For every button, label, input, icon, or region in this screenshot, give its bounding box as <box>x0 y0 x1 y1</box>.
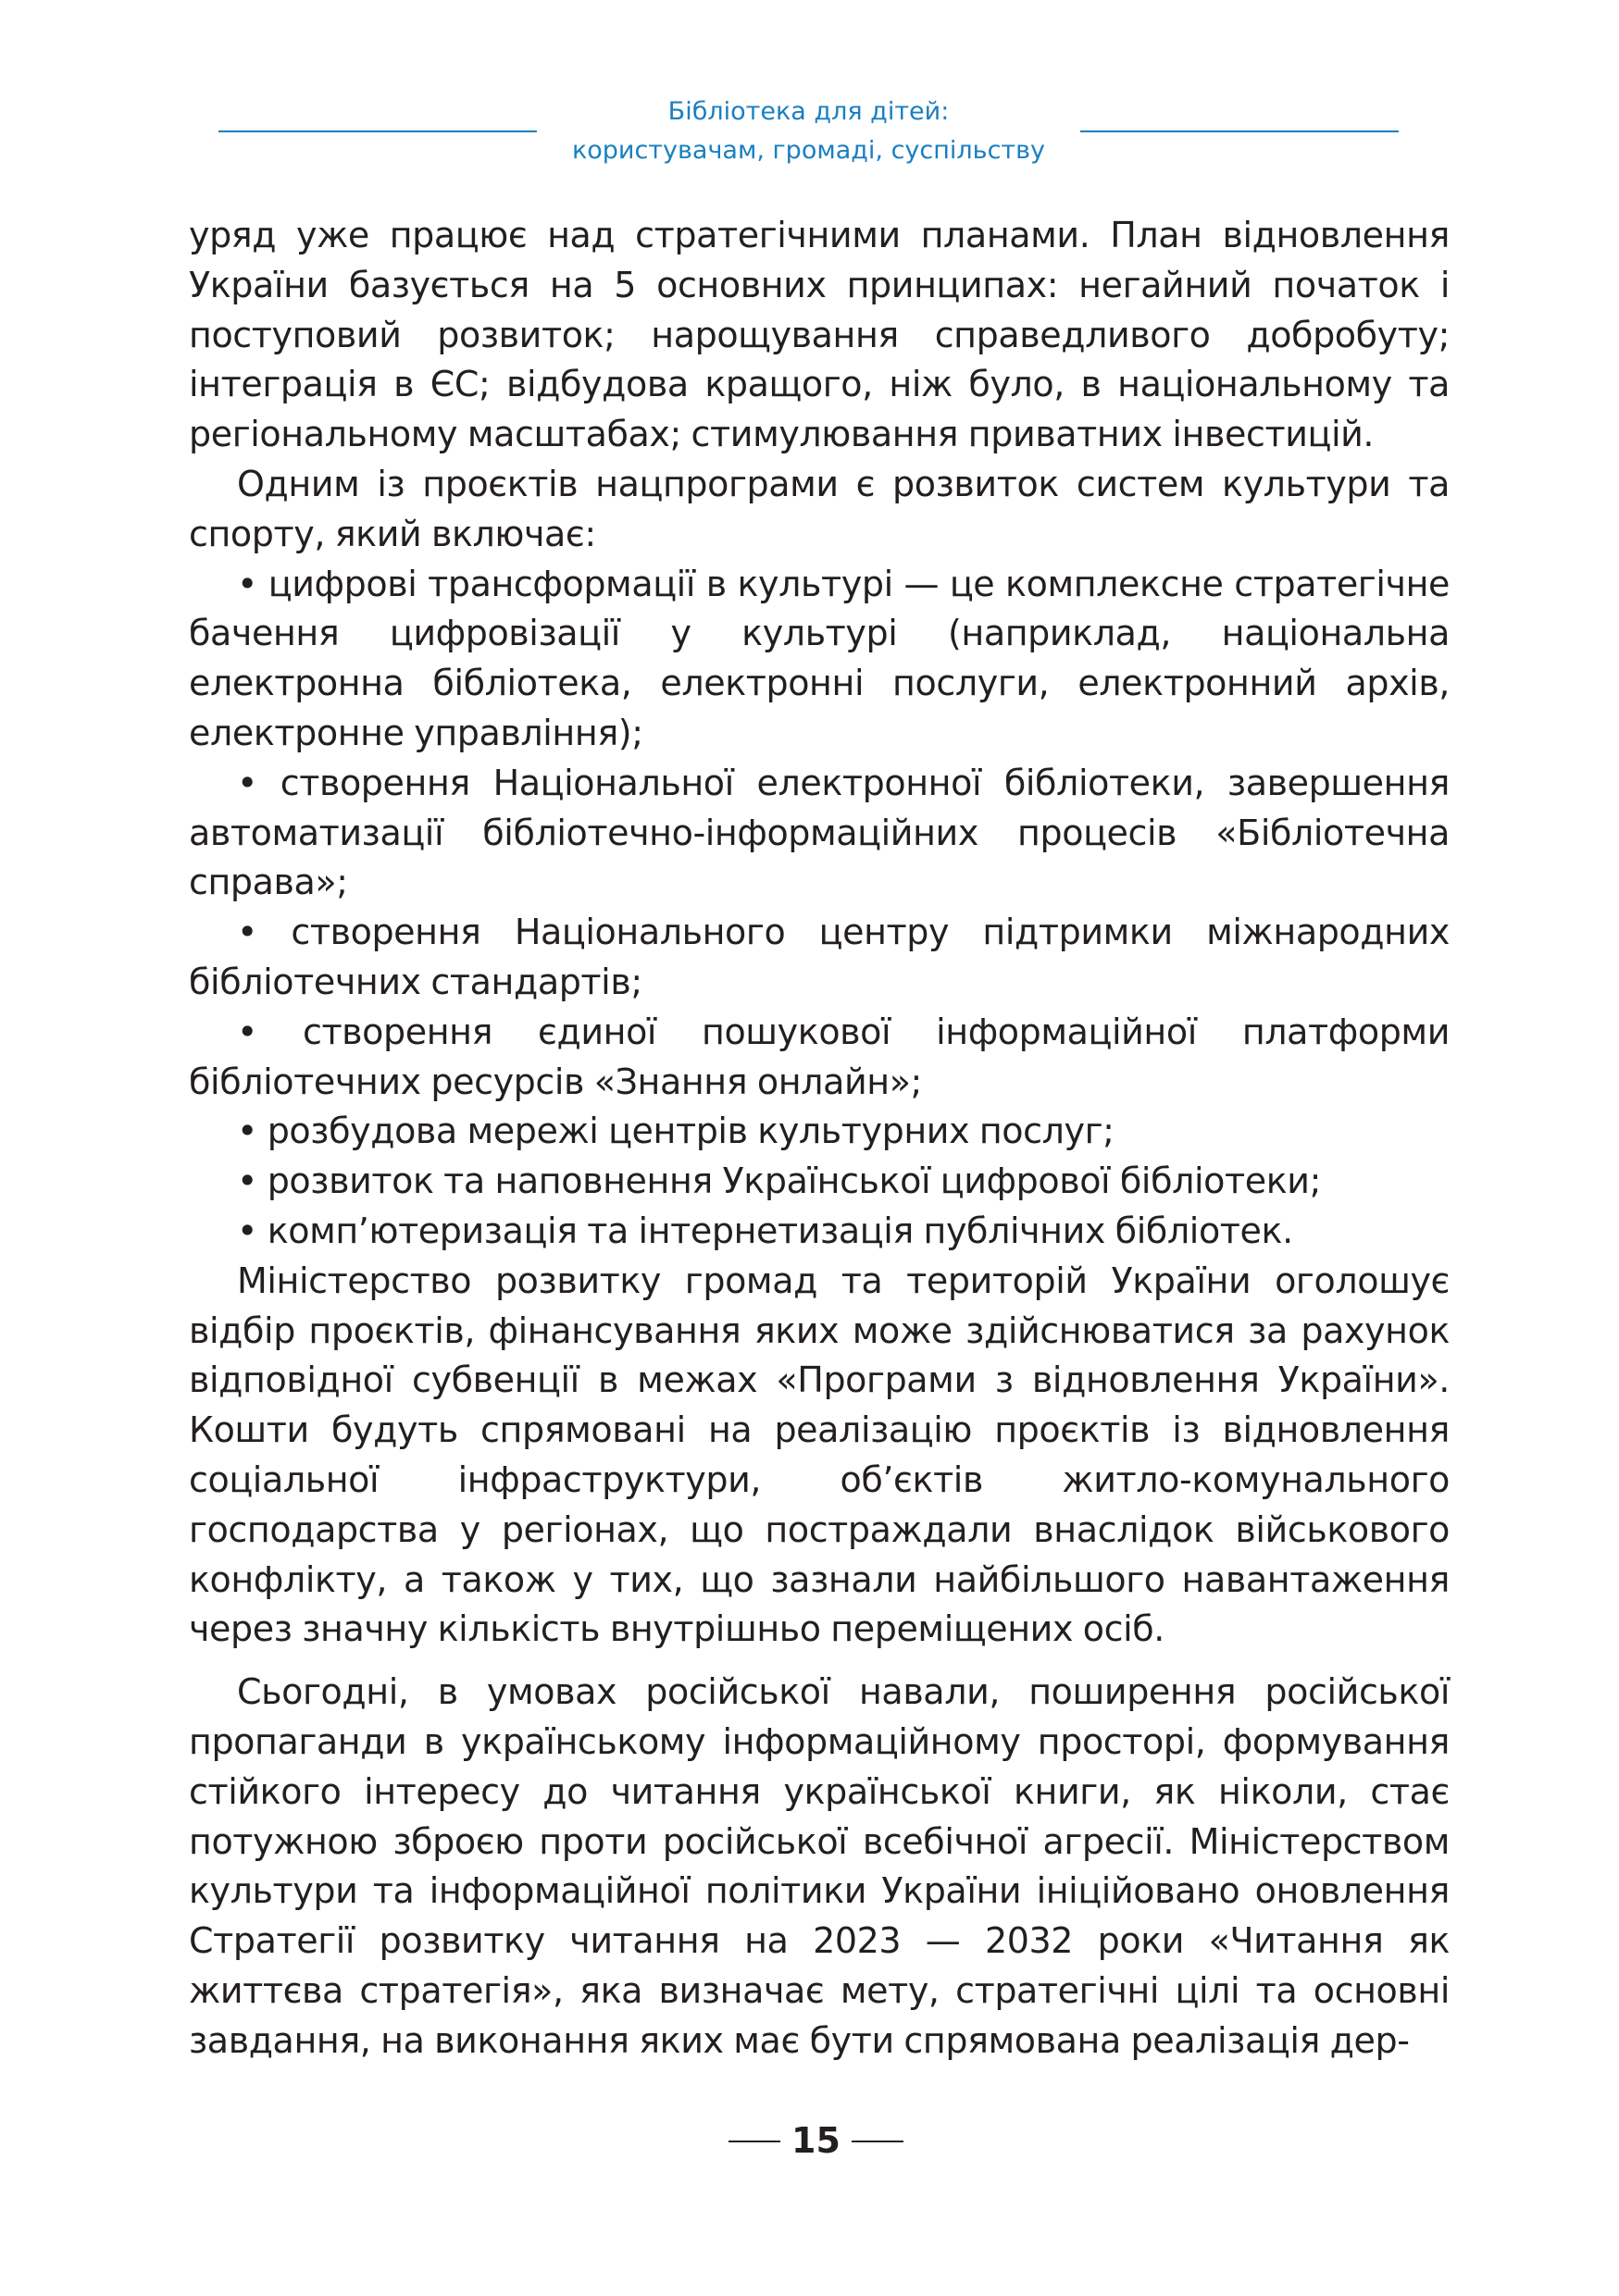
bullet-digital-transformation: • цифрові трансформації в культурі — це комплексне стратегічне бачення цифровізації у культурі (наприклад, національна електронна бібліотека, електронні послуги, електронний архів, електронне управління); <box>189 563 1450 753</box>
bullet-service-centers: • розбудова мережі центрів культурних послуг; <box>237 1111 1115 1152</box>
paragraph-reading-strategy: Сьогодні, в умовах російської навали, поширення російської пропаганди в українському інформаційному просторі, формування стійкого інтересу до читання української книги, як ніколи, стає потужною зброєю проти російської всебічної агресії. Міністерством культури та інформаційної політики України ініційовано оновлення Стратегії розвитку читання на 2023 — 2032 роки «Читання як життєва стратегія», яка визначає мету, стратегічні цілі та основні завдання, на виконання яких має бути спрямована реалізація дер- <box>189 1671 1450 2061</box>
bullet-computerization: • комп’ютеризація та інтернетизація публічних бібліотек. <box>237 1210 1293 1251</box>
bullet-national-e-library: • створення Національної електронної бібліотеки, завершення автоматизації бібліотечно-інформаційних процесів «Бібліотечна справа»; <box>189 762 1450 903</box>
header-title <box>537 93 1080 170</box>
running-header <box>0 93 1619 176</box>
header-title-line-2: користувачам, громаді, суспільству <box>571 136 1046 165</box>
page-body <box>189 211 1450 2066</box>
bullet-search-platform: • створення єдиної пошукової інформаційної платформи бібліотечних ресурсів «Знання онлайн»; <box>189 1011 1450 1102</box>
footer-rule-left <box>729 2141 780 2142</box>
header-rule-left <box>218 130 537 132</box>
header-rule-right <box>1080 130 1399 132</box>
page-footer <box>0 2119 1619 2166</box>
paragraph-ministry-projects: Міністерство розвитку громад та територій України оголошує відбір проєктів, фінансування яких може здійснюватися за рахунок відповідної субвенції в межах «Програми з відновлення України». Кошти будуть спрямовані на реалізацію проєктів із відновлення соціальної інфраструктури, об’єктів житло-комунального господарства у регіонах, що постраждали внаслідок військового конфлікту, а також у тих, що зазнали найбільшого навантаження через значну кількість внутрішньо переміщених осіб. <box>189 1260 1450 1650</box>
paragraph-culture-program: Одним із проєктів нацпрограми є розвиток систем культури та спорту, який включає: <box>189 463 1450 554</box>
page-number: 15 <box>791 2120 841 2161</box>
header-title-line-1: Бібліотека для дітей: <box>667 97 950 126</box>
footer-rule-right <box>852 2141 903 2142</box>
bullet-digital-library: • розвиток та наповнення Української цифрової бібліотеки; <box>237 1160 1321 1202</box>
bullet-standards-center: • створення Національного центру підтримки міжнародних бібліотечних стандартів; <box>189 912 1450 1002</box>
paragraph-continuation: уряд уже працює над стратегічними планами. План відновлення України базується на 5 основних принципах: негайний початок і поступовий розвиток; нарощування справедливого добробуту; інтеграція в ЄС; відбудова кращого, ніж було, в національному та регіональному масштабах; стимулювання приватних інвестицій. <box>189 215 1450 455</box>
